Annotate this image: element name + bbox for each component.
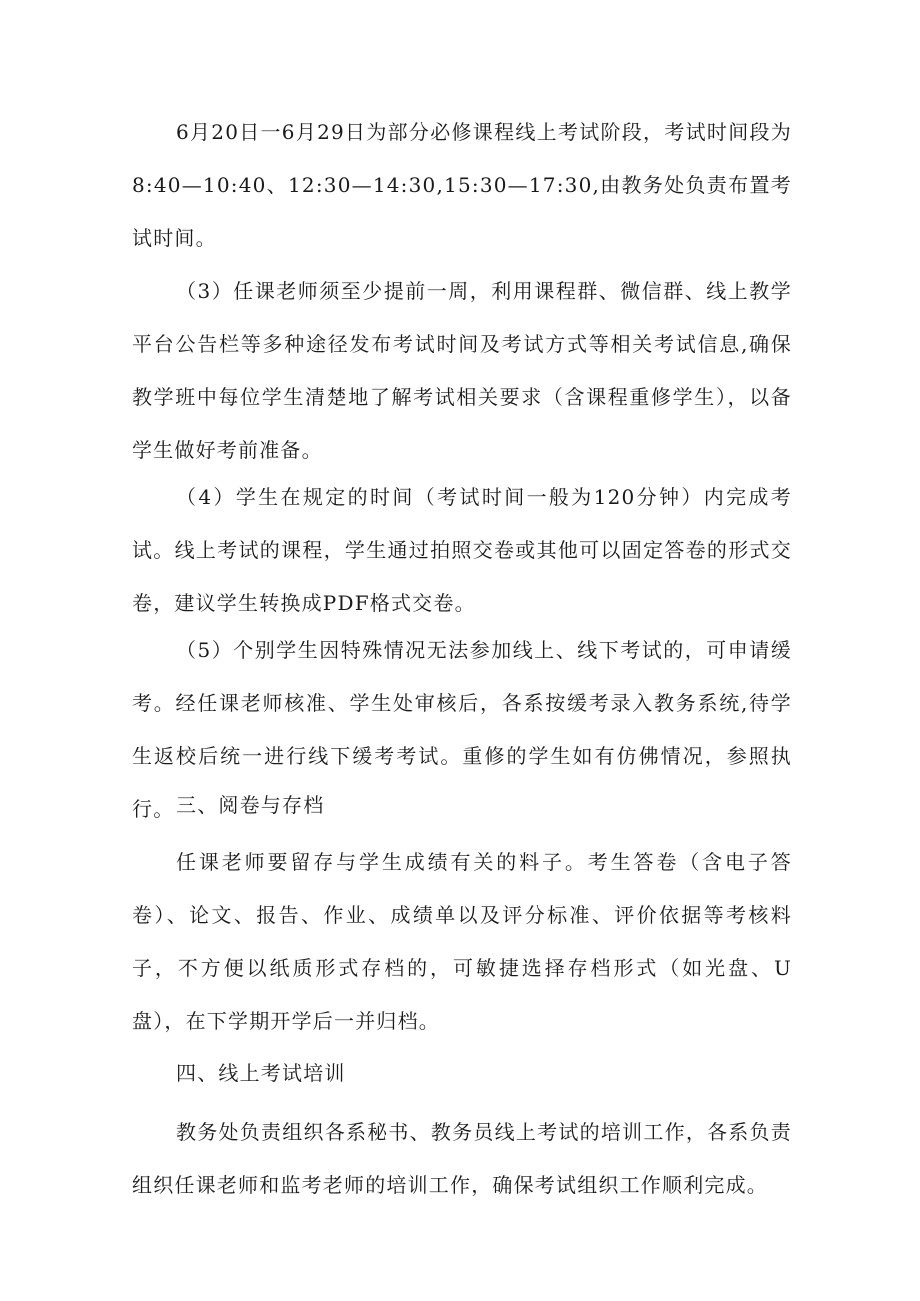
section-4-heading: 四、线上考试培训 bbox=[176, 1061, 346, 1085]
section-4-body: 教务处负责组织各系秘书、教务员线上考试的培训工作，各系负责组织任课老师和监考老师的培训工作，确保考试组织工作顺利完成。 bbox=[132, 1120, 792, 1197]
section-3-heading: 三、阅卷与存档 bbox=[176, 793, 325, 817]
section-3-body: 任课老师要留存与学生成绩有关的料子。考生答卷（含电子答卷）、论文、报告、作业、成绩单以及评分标准、评价依据等考核料子，不方便以纸质形式存档的，可敏捷选择存档形式（如光盘、U盘），在下学期开学后一并归档。 bbox=[132, 850, 792, 1033]
exam-schedule-paragraph: 6月20日一6月29日为部分必修课程线上考试阶段，考试时间段为8:40—10:40、12:30—14:30,15:30—17:30,由教务处负责布置考试时间。 bbox=[132, 120, 792, 250]
item-5-paragraph: （5）个别学生因特殊情况无法参加线上、线下考试的，可申请缓考。经任课老师核准、学生处审核后，各系按缓考录入教务系统,待学生返校后统一进行线下缓考考试。重修的学生如有仿佛情况，参照执行。 bbox=[132, 638, 792, 821]
item-4-paragraph: （4）学生在规定的时间（考试时间一般为120分钟）内完成考试。线上考试的课程，学生通过拍照交卷或其他可以固定答卷的形式交卷，建议学生转换成PDF格式交卷。 bbox=[132, 485, 792, 615]
item-3-paragraph: （3）任课老师须至少提前一周，利用课程群、微信群、线上教学平台公告栏等多种途径发布考试时间及考试方式等相关考试信息,确保教学班中每位学生清楚地了解考试相关要求（含课程重修学生），以备学生做好考前准备。 bbox=[132, 279, 792, 462]
